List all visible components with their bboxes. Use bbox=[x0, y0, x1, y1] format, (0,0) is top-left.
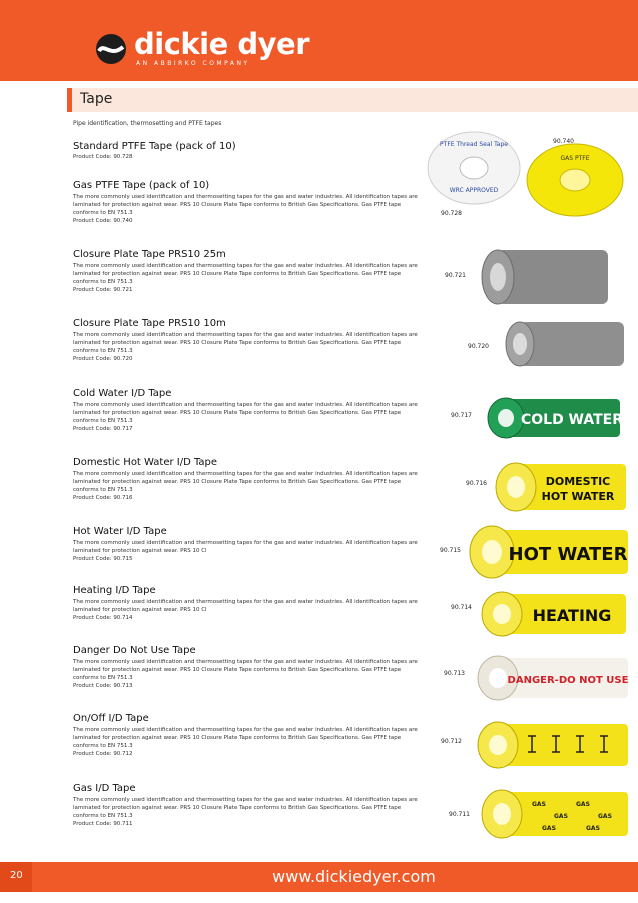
image-code-label: 90.716 bbox=[466, 480, 487, 487]
image-code-label: 90.721 bbox=[445, 272, 466, 279]
product-title: Cold Water I/D Tape bbox=[73, 388, 172, 399]
image-code-label: 90.720 bbox=[468, 343, 489, 350]
tape-print: GAS PTFE bbox=[560, 155, 590, 162]
product-title: Hot Water I/D Tape bbox=[73, 526, 167, 537]
product-code: Product Code: 90.714 bbox=[73, 615, 133, 621]
tape-print: HOT WATER bbox=[541, 490, 615, 503]
product-item bbox=[73, 585, 418, 622]
product-item bbox=[73, 713, 418, 758]
product-code: Product Code: 90.721 bbox=[73, 287, 133, 293]
brand-tagline: AN ABBIRKO COMPANY bbox=[136, 60, 250, 67]
product-description: The more commonly used identification and thermosetting tapes for the gas and water industries. All identification tapes are laminated for protection against wear. PRS 10 Cl bbox=[73, 599, 418, 613]
on-off-tape-image bbox=[476, 718, 632, 772]
website-footer bbox=[0, 867, 638, 886]
tape-print: HEATING bbox=[532, 606, 612, 625]
section-banner bbox=[72, 88, 638, 112]
heating-tape-image bbox=[480, 588, 630, 640]
product-description: The more commonly used identification and thermosetting tapes for the gas and water industries. All identification tapes are laminated for protection against wear. PRS 10 Closure Plate Tape conforms to British Gas Specifications. Gas PTFE tape conforms to EN 751.3 bbox=[73, 727, 418, 749]
tape-print: PTFE Thread Seal Tape bbox=[440, 141, 508, 148]
image-code-label: 90.713 bbox=[444, 670, 465, 677]
ptfe-white-tape-image bbox=[424, 128, 524, 208]
tape-print: GAS bbox=[554, 813, 568, 820]
tape-print: GAS bbox=[586, 825, 600, 832]
image-code-label: 90.728 bbox=[441, 210, 462, 217]
product-description: The more commonly used identification and thermosetting tapes for the gas and water industries. All identification tapes are laminated for protection against wear. PRS 10 Closure Plate Tape conforms to British Gas Specifications. Gas PTFE tape conforms to EN 751.3 bbox=[73, 332, 418, 354]
product-code: Product Code: 90.712 bbox=[73, 751, 133, 757]
product-description: The more commonly used identification and thermosetting tapes for the gas and water industries. All identification tapes are laminated for protection against wear. PRS 10 Closure Plate Tape conforms to British Gas Specifications. Gas PTFE tape conforms to EN 751.3 bbox=[73, 797, 418, 819]
image-code-label: 90.717 bbox=[451, 412, 472, 419]
cold-water-tape-image bbox=[484, 393, 624, 443]
product-code: Product Code: 90.740 bbox=[73, 218, 133, 224]
website-link[interactable]: www.dickiedyer.com bbox=[272, 867, 436, 886]
product-item bbox=[73, 457, 418, 502]
product-title: Gas PTFE Tape (pack of 10) bbox=[73, 180, 210, 191]
hot-water-tape-image bbox=[468, 522, 632, 582]
product-item bbox=[73, 645, 418, 690]
tape-print: GAS bbox=[576, 801, 590, 808]
product-description: The more commonly used identification and thermosetting tapes for the gas and water industries. All identification tapes are laminated for protection against wear. PRS 10 Closure Plate Tape conforms to British Gas Specifications. Gas PTFE tape conforms to EN 751.3 bbox=[73, 194, 418, 216]
tape-print: GAS bbox=[598, 813, 612, 820]
product-title: Closure Plate Tape PRS10 10m bbox=[73, 318, 226, 329]
grey-tape-small-image bbox=[500, 316, 628, 372]
tape-print: DOMESTIC bbox=[545, 475, 611, 488]
grey-tape-image bbox=[478, 244, 618, 310]
product-item bbox=[73, 180, 418, 225]
dickie-dyer-logo-icon bbox=[96, 34, 126, 64]
product-title: On/Off I/D Tape bbox=[73, 713, 149, 724]
product-item bbox=[73, 783, 418, 828]
image-code-label: 90.740 bbox=[553, 138, 574, 145]
tape-print: HOT WATER bbox=[508, 544, 628, 565]
image-code-label: 90.715 bbox=[440, 547, 461, 554]
product-description: The more commonly used identification and thermosetting tapes for the gas and water industries. All identification tapes are laminated for protection against wear. PRS 10 Closure Plate Tape conforms to British Gas Specifications. Gas PTFE tape conforms to EN 751.3 bbox=[73, 263, 418, 285]
section-intro: Pipe identification, thermosetting and PTFE tapes bbox=[73, 120, 222, 127]
product-description: The more commonly used identification and thermosetting tapes for the gas and water industries. All identification tapes are laminated for protection against wear. PRS 10 Closure Plate Tape conforms to British Gas Specifications. Gas PTFE tape conforms to EN 751.3 bbox=[73, 659, 418, 681]
section-title: Tape bbox=[80, 91, 113, 107]
product-code: Product Code: 90.715 bbox=[73, 556, 133, 562]
product-item bbox=[73, 388, 418, 433]
product-item bbox=[73, 318, 418, 363]
tape-print: DANGER-DO NOT USE bbox=[507, 675, 629, 686]
image-code-label: 90.711 bbox=[449, 811, 470, 818]
page-number: 20 bbox=[10, 870, 23, 881]
product-description: The more commonly used identification and thermosetting tapes for the gas and water industries. All identification tapes are laminated for protection against wear. PRS 10 Closure Plate Tape conforms to British Gas Specifications. Gas PTFE tape conforms to EN 751.3 bbox=[73, 402, 418, 424]
product-title: Danger Do Not Use Tape bbox=[73, 645, 196, 656]
tape-print: COLD WATER bbox=[520, 412, 624, 428]
danger-tape-image bbox=[476, 652, 632, 704]
tape-print: GAS bbox=[532, 801, 546, 808]
product-description: The more commonly used identification and thermosetting tapes for the gas and water industries. All identification tapes are laminated for protection against wear. PRS 10 Cl bbox=[73, 540, 418, 554]
image-code-label: 90.714 bbox=[451, 604, 472, 611]
tape-print: GAS bbox=[542, 825, 556, 832]
product-code: Product Code: 90.711 bbox=[73, 821, 133, 827]
product-title: Closure Plate Tape PRS10 25m bbox=[73, 249, 226, 260]
brand-name: dickie dyer bbox=[134, 27, 310, 61]
product-title: Gas I/D Tape bbox=[73, 783, 136, 794]
product-code: Product Code: 90.720 bbox=[73, 356, 133, 362]
product-code: Product Code: 90.717 bbox=[73, 426, 133, 432]
product-title: Heating I/D Tape bbox=[73, 585, 156, 596]
gas-tape-image bbox=[480, 786, 632, 842]
product-code: Product Code: 90.728 bbox=[73, 154, 133, 160]
ptfe-yellow-tape-image bbox=[520, 140, 630, 220]
product-code: Product Code: 90.716 bbox=[73, 495, 133, 501]
tape-print: WRC APPROVED bbox=[449, 187, 499, 194]
product-item bbox=[73, 526, 418, 563]
product-description: The more commonly used identification and thermosetting tapes for the gas and water industries. All identification tapes are laminated for protection against wear. PRS 10 Closure Plate Tape conforms to British Gas Specifications. Gas PTFE tape conforms to EN 751.3 bbox=[73, 471, 418, 493]
product-title: Domestic Hot Water I/D Tape bbox=[73, 457, 218, 468]
image-code-label: 90.712 bbox=[441, 738, 462, 745]
domestic-hot-water-tape-image bbox=[494, 458, 630, 516]
product-title: Standard PTFE Tape (pack of 10) bbox=[73, 141, 236, 152]
product-item bbox=[73, 249, 418, 294]
product-item bbox=[73, 141, 418, 161]
product-code: Product Code: 90.713 bbox=[73, 683, 133, 689]
